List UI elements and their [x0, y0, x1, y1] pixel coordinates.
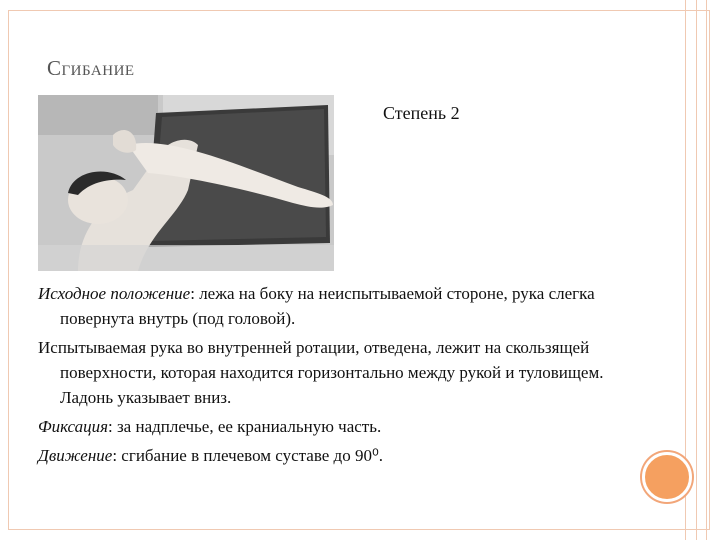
text-fixation: за надплечье, ее краниальную часть. — [112, 417, 382, 436]
text-starting-position: лежа на боку на неиспытываемой стороне, рука слегка повернута внутрь (под головой). — [60, 284, 595, 328]
instruction-text — [38, 282, 658, 473]
decorative-circle — [642, 452, 692, 502]
paragraph-starting-position: Исходное положение: лежа на боку на неиспытываемой стороне, рука слегка повернута внутрь (под головой). — [38, 284, 595, 328]
degree-label: Степень 2 — [383, 103, 460, 123]
paragraph-movement: Движение: сгибание в плечевом суставе до 90⁰. — [38, 446, 384, 465]
label-starting-position: Исходное положение — [38, 284, 191, 303]
patient-photo — [38, 95, 334, 271]
label-movement: Движение — [38, 446, 113, 465]
paragraph-fixation: Фиксация: за надплечье, ее краниальную часть. — [38, 417, 382, 436]
paragraph-test-arm — [38, 336, 658, 411]
decorative-side-band — [685, 0, 720, 540]
text-movement: сгибание в плечевом суставе до 90⁰. — [117, 446, 384, 465]
label-fixation: Фиксация — [38, 417, 108, 436]
slide-title: Сгибание — [47, 56, 135, 80]
text-test-arm: Испытываемая рука во внутренней ротации, отведена, лежит на скользящей поверхности, которая находится горизонтально между рукой и туловищем. Ладонь указывает вниз. — [38, 338, 604, 407]
